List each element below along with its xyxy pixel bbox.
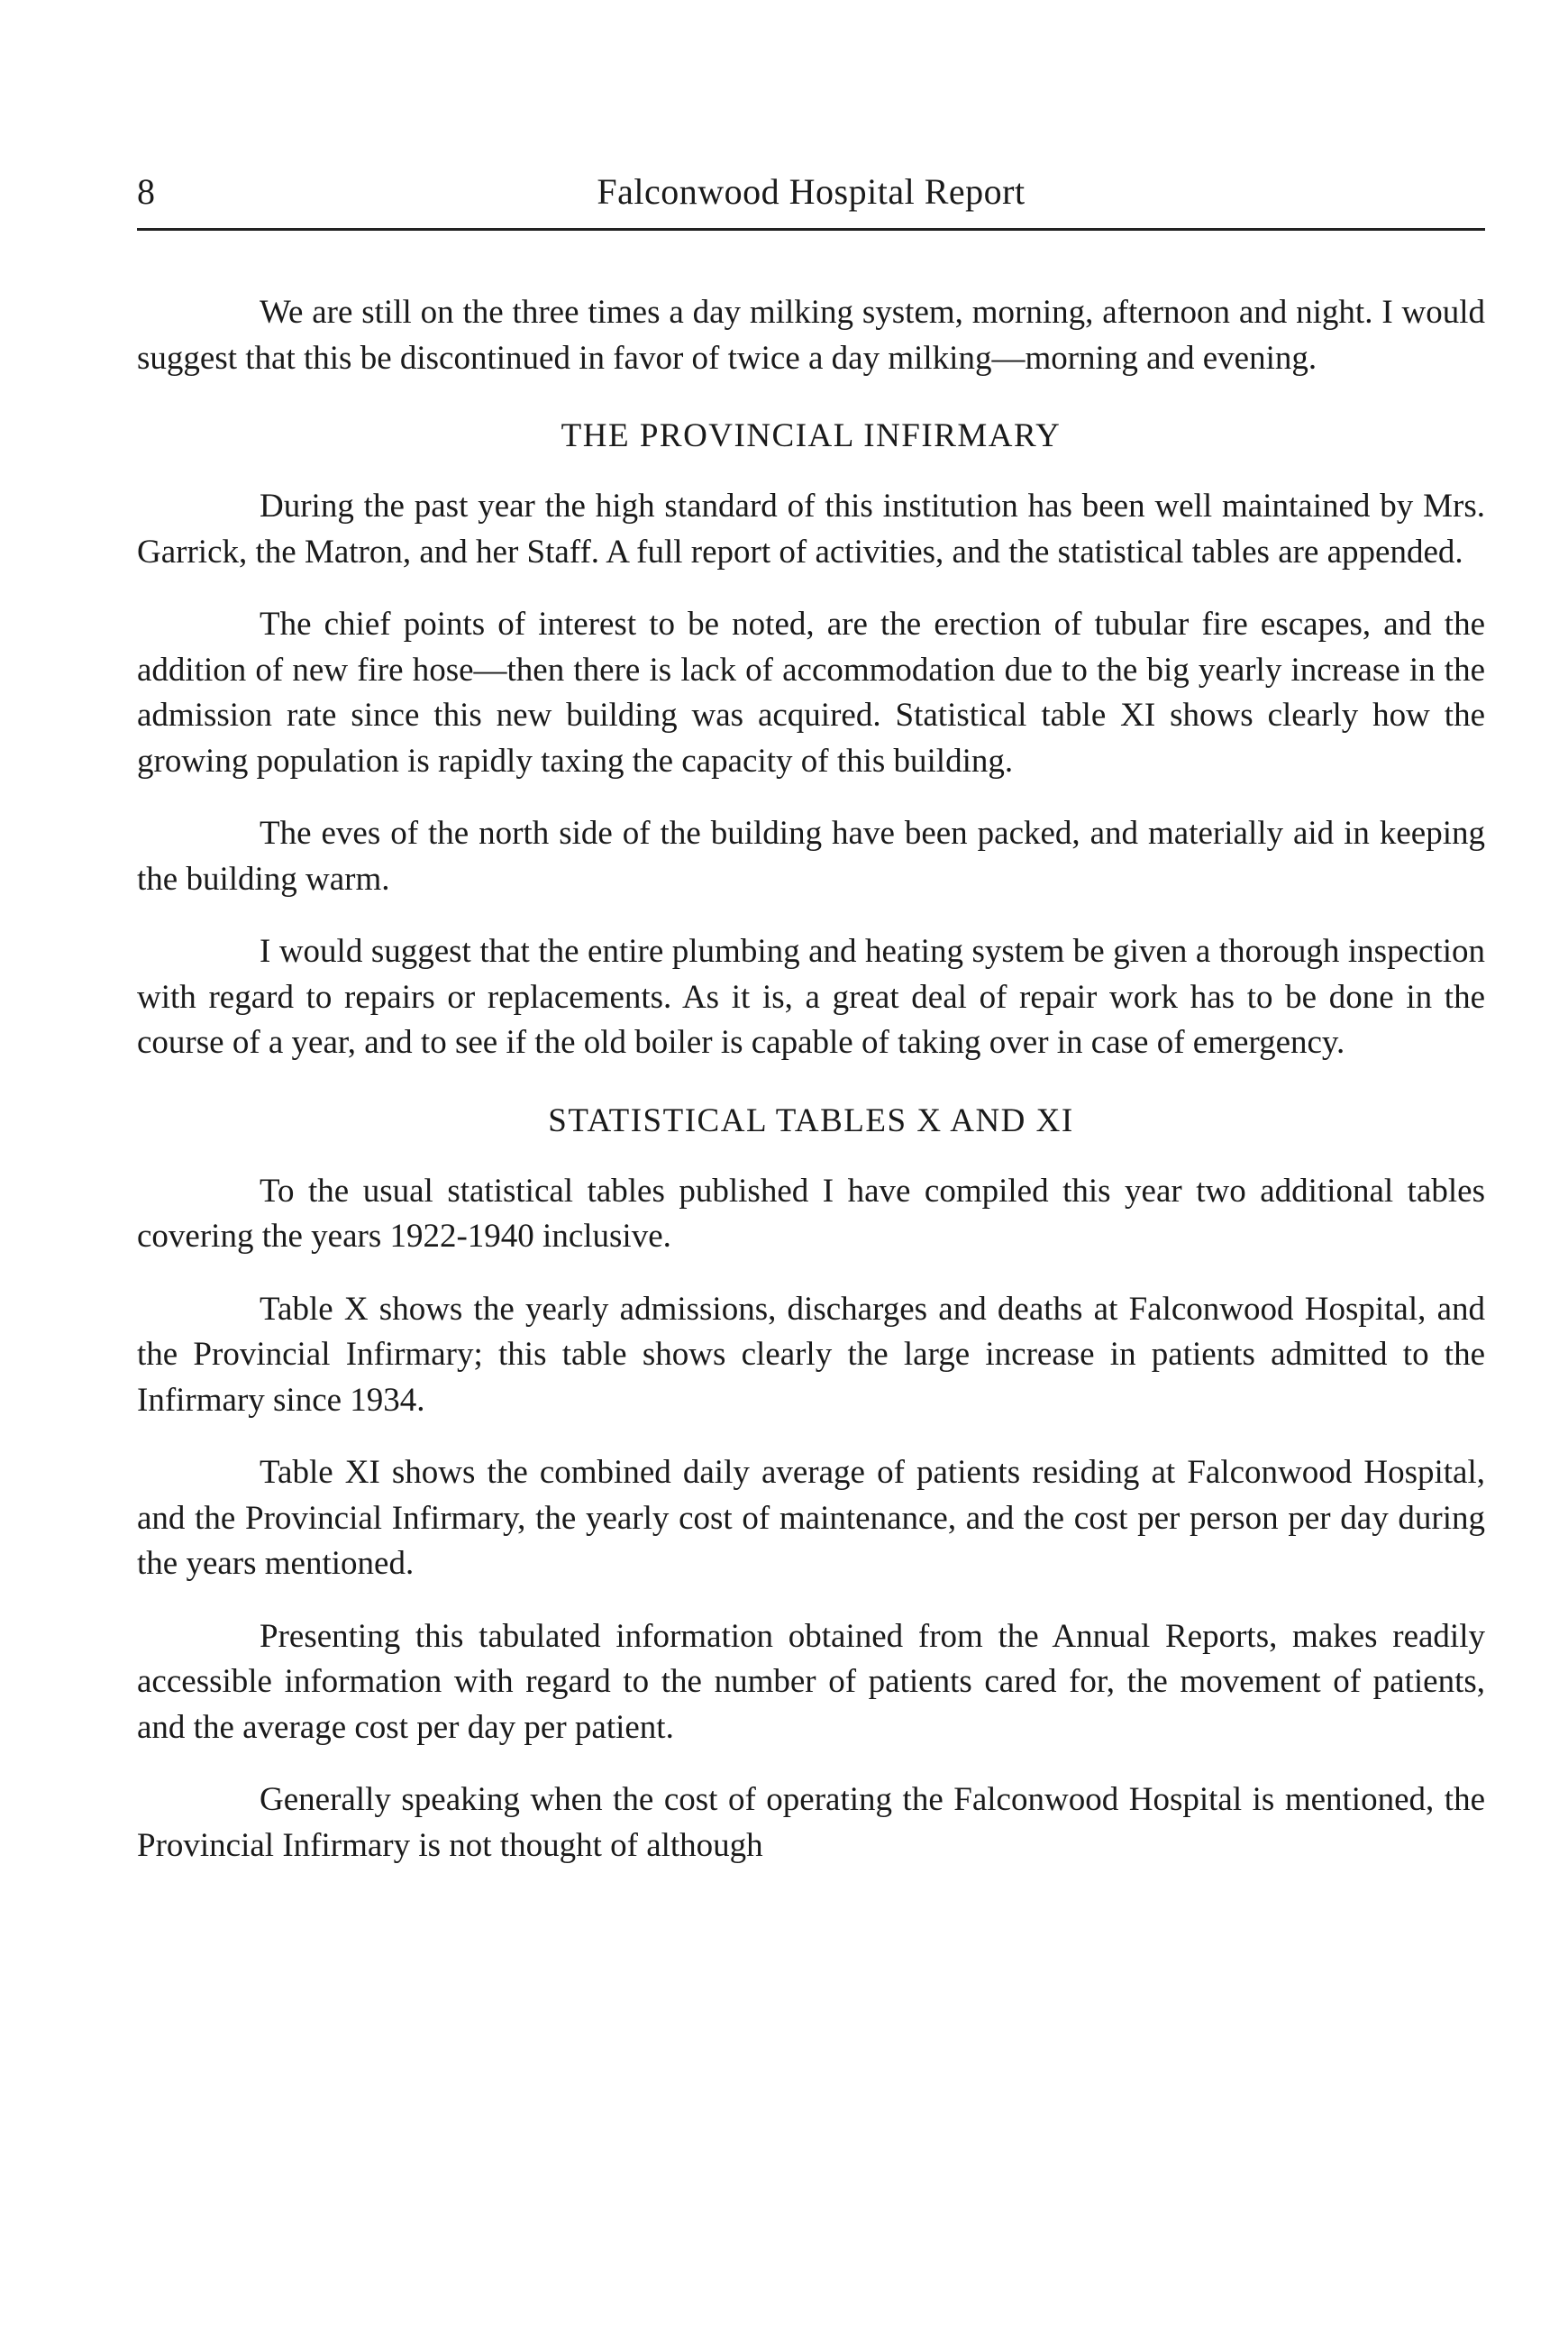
paragraph-standard: During the past year the high standard of this institution has been well maintained by Mrs. Garrick, the Matron, and her Staff. A full report of activities, and the statistical tables are appended. — [137, 488, 1485, 571]
paragraph-table-x: Table X shows the yearly admissions, discharges and deaths at Falconwood Hospital, and the Provincial Infirmary; this table shows clearly the large increase in patients admitted to the Infirmary since 1934. — [137, 1290, 1485, 1419]
paragraph-presenting: Presenting this tabulated information obtained from the Annual Reports, makes readily accessible information with regard to the number of patients cared for, the movement of patients, and the average cost per day per patient. — [137, 1617, 1485, 1746]
paragraph-milking: We are still on the three times a day milking system, morning, afternoon and night. I would suggest that this be discontinued in favor of twice a day milking—morning and evening. — [137, 294, 1485, 377]
paragraph-usual-tables: To the usual statistical tables published I have compiled this year two additional tables covering the years 1922-1940 inclusive. — [137, 1172, 1485, 1255]
paragraph-eves: The eves of the north side of the building have been packed, and materially aid in keeping the building warm. — [137, 815, 1485, 898]
running-title: Falconwood Hospital Report — [597, 171, 1026, 212]
page-number: 8 — [137, 171, 155, 212]
section-heading-statistical-tables: STATISTICAL TABLES X AND XI — [548, 1101, 1074, 1139]
paragraph-table-xi: Table XI shows the combined daily average of patients residing at Falconwood Hospital, and the Provincial Infirmary, the yearly cost of maintenance, and the cost per person per day during the years mentioned. — [137, 1454, 1485, 1582]
paragraph-generally: Generally speaking when the cost of operating the Falconwood Hospital is mentioned, the Provincial Infirmary is not thought of although — [137, 1781, 1485, 1864]
paragraph-points-of-interest: The chief points of interest to be noted, are the erection of tubular fire escapes, and the addition of new fire hose—then there is lack of accommodation due to the big yearly increase in the admission rate since this new building was acquired. Statistical table XI shows clearly how the growing population is rapidly taxing the capacity of this building. — [137, 606, 1485, 780]
header-rule — [137, 228, 1485, 231]
body-text — [137, 290, 1485, 1896]
section-heading-infirmary: THE PROVINCIAL INFIRMARY — [561, 417, 1062, 454]
page-header — [137, 169, 1485, 224]
paragraph-plumbing: I would suggest that the entire plumbing and heating system be given a thorough inspection with regard to repairs or replacements. As it is, a great deal of repair work has to be done in the course of a year, and to see if the old boiler is capable of taking over in case of emergency. — [137, 933, 1485, 1061]
